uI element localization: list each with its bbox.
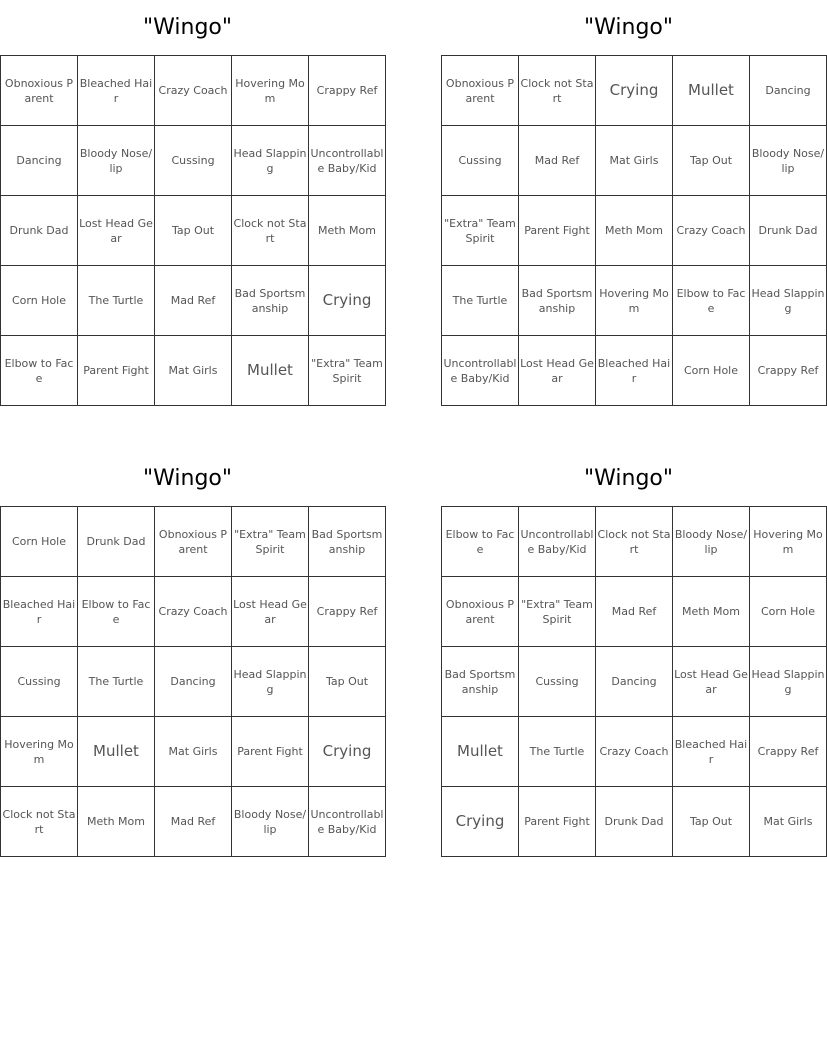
grid-cell: Clock not Start — [232, 196, 309, 266]
grid-row — [1, 266, 386, 336]
grid-cell: Bleached Hair — [78, 56, 155, 126]
grid-cell: Corn Hole — [1, 507, 78, 577]
grid-row — [1, 56, 386, 126]
grid-row — [1, 647, 386, 717]
grid-row — [1, 787, 386, 857]
grid-cell: Elbow to Face — [673, 266, 750, 336]
grid-row — [442, 717, 827, 787]
grid-cell: Bloody Nose/lip — [78, 126, 155, 196]
grid-cell: Uncontrollable Baby/Kid — [309, 126, 386, 196]
grid-cell: Tap Out — [155, 196, 232, 266]
bingo-card-4 — [441, 451, 825, 857]
grid-cell: Mullet — [78, 717, 155, 787]
grid-row — [442, 266, 827, 336]
grid-cell: Bleached Hair — [596, 336, 673, 406]
grid-cell: The Turtle — [78, 266, 155, 336]
grid-row — [442, 126, 827, 196]
grid-cell: Lost Head Gear — [78, 196, 155, 266]
grid-cell: "Extra" Team Spirit — [309, 336, 386, 406]
grid-cell: Obnoxious Parent — [442, 577, 519, 647]
grid-cell: Lost Head Gear — [232, 577, 309, 647]
grid-cell: Elbow to Face — [1, 336, 78, 406]
grid-cell: Hovering Mom — [1, 717, 78, 787]
grid-cell: Crying — [442, 787, 519, 857]
grid-cell: Crazy Coach — [673, 196, 750, 266]
grid-cell: Lost Head Gear — [519, 336, 596, 406]
grid-cell: Obnoxious Parent — [155, 507, 232, 577]
grid-row — [442, 507, 827, 577]
grid-cell: Clock not Start — [596, 507, 673, 577]
grid-cell: Head Slapping — [232, 126, 309, 196]
grid-cell: Uncontrollable Baby/Kid — [519, 507, 596, 577]
grid-row — [442, 647, 827, 717]
grid-cell: Bad Sportsmanship — [519, 266, 596, 336]
grid-cell: Bad Sportsmanship — [309, 507, 386, 577]
grid-cell: The Turtle — [442, 266, 519, 336]
grid-cell: Dancing — [155, 647, 232, 717]
card-title: "Wingo" — [584, 15, 673, 40]
grid-cell: Bloody Nose/lip — [232, 787, 309, 857]
grid-cell: Mad Ref — [155, 787, 232, 857]
grid-cell: Head Slapping — [750, 647, 827, 717]
grid-cell: Corn Hole — [1, 266, 78, 336]
grid-row — [1, 717, 386, 787]
grid-cell: Bad Sportsmanship — [442, 647, 519, 717]
grid-cell: Corn Hole — [750, 577, 827, 647]
grid-row — [1, 507, 386, 577]
grid-cell: Mullet — [442, 717, 519, 787]
grid-cell: The Turtle — [78, 647, 155, 717]
grid-row — [442, 56, 827, 126]
grid-cell: Mat Girls — [155, 717, 232, 787]
grid-cell: Parent Fight — [78, 336, 155, 406]
bingo-card-2 — [441, 0, 825, 406]
grid-row — [1, 577, 386, 647]
grid-row — [1, 196, 386, 266]
grid-cell: Mat Girls — [750, 787, 827, 857]
bingo-grid — [0, 506, 386, 857]
grid-cell: Crying — [596, 56, 673, 126]
grid-cell: "Extra" Team Spirit — [519, 577, 596, 647]
grid-cell: Parent Fight — [519, 196, 596, 266]
grid-cell: Tap Out — [673, 787, 750, 857]
grid-cell: Elbow to Face — [442, 507, 519, 577]
grid-cell: Obnoxious Parent — [1, 56, 78, 126]
grid-cell: Mullet — [673, 56, 750, 126]
grid-cell: Meth Mom — [78, 787, 155, 857]
grid-cell: Drunk Dad — [1, 196, 78, 266]
grid-row — [442, 787, 827, 857]
grid-cell: "Extra" Team Spirit — [232, 507, 309, 577]
grid-cell: Drunk Dad — [78, 507, 155, 577]
grid-row — [442, 336, 827, 406]
grid-cell: Parent Fight — [232, 717, 309, 787]
grid-cell: Crappy Ref — [309, 56, 386, 126]
grid-cell: Dancing — [1, 126, 78, 196]
grid-cell: Bloody Nose/lip — [750, 126, 827, 196]
grid-cell: Bloody Nose/lip — [673, 507, 750, 577]
bingo-grid — [441, 506, 827, 857]
grid-cell: Crazy Coach — [155, 577, 232, 647]
grid-cell: Head Slapping — [232, 647, 309, 717]
grid-cell: Mat Girls — [596, 126, 673, 196]
grid-cell: "Extra" Team Spirit — [442, 196, 519, 266]
grid-row — [442, 196, 827, 266]
grid-cell: Cussing — [519, 647, 596, 717]
grid-cell: Mullet — [232, 336, 309, 406]
grid-cell: The Turtle — [519, 717, 596, 787]
grid-cell: Mat Girls — [155, 336, 232, 406]
grid-cell: Cussing — [1, 647, 78, 717]
card-title: "Wingo" — [143, 466, 232, 491]
grid-row — [1, 126, 386, 196]
card-title: "Wingo" — [584, 466, 673, 491]
grid-cell: Clock not Start — [519, 56, 596, 126]
grid-cell: Cussing — [155, 126, 232, 196]
grid-cell: Crappy Ref — [750, 717, 827, 787]
grid-row — [1, 336, 386, 406]
grid-cell: Mad Ref — [596, 577, 673, 647]
grid-cell: Parent Fight — [519, 787, 596, 857]
grid-cell: Bleached Hair — [673, 717, 750, 787]
grid-cell: Cussing — [442, 126, 519, 196]
grid-cell: Corn Hole — [673, 336, 750, 406]
grid-cell: Crying — [309, 717, 386, 787]
grid-cell: Lost Head Gear — [673, 647, 750, 717]
card-title: "Wingo" — [143, 15, 232, 40]
grid-cell: Tap Out — [309, 647, 386, 717]
grid-cell: Mad Ref — [155, 266, 232, 336]
bingo-card-1 — [0, 0, 384, 406]
grid-cell: Crazy Coach — [596, 717, 673, 787]
grid-cell: Meth Mom — [596, 196, 673, 266]
grid-cell: Obnoxious Parent — [442, 56, 519, 126]
bingo-card-3 — [0, 451, 384, 857]
grid-cell: Hovering Mom — [232, 56, 309, 126]
grid-cell: Mad Ref — [519, 126, 596, 196]
grid-cell: Elbow to Face — [78, 577, 155, 647]
grid-cell: Crappy Ref — [309, 577, 386, 647]
grid-row — [442, 577, 827, 647]
grid-cell: Crying — [309, 266, 386, 336]
grid-cell: Bad Sportsmanship — [232, 266, 309, 336]
grid-cell: Tap Out — [673, 126, 750, 196]
grid-cell: Meth Mom — [309, 196, 386, 266]
grid-cell: Crappy Ref — [750, 336, 827, 406]
grid-cell: Uncontrollable Baby/Kid — [442, 336, 519, 406]
grid-cell: Dancing — [596, 647, 673, 717]
grid-cell: Drunk Dad — [596, 787, 673, 857]
grid-cell: Drunk Dad — [750, 196, 827, 266]
grid-cell: Hovering Mom — [750, 507, 827, 577]
grid-cell: Head Slapping — [750, 266, 827, 336]
grid-cell: Hovering Mom — [596, 266, 673, 336]
grid-cell: Bleached Hair — [1, 577, 78, 647]
grid-cell: Meth Mom — [673, 577, 750, 647]
grid-cell: Clock not Start — [1, 787, 78, 857]
grid-cell: Uncontrollable Baby/Kid — [309, 787, 386, 857]
grid-cell: Dancing — [750, 56, 827, 126]
bingo-grid — [0, 55, 386, 406]
bingo-grid — [441, 55, 827, 406]
grid-cell: Crazy Coach — [155, 56, 232, 126]
